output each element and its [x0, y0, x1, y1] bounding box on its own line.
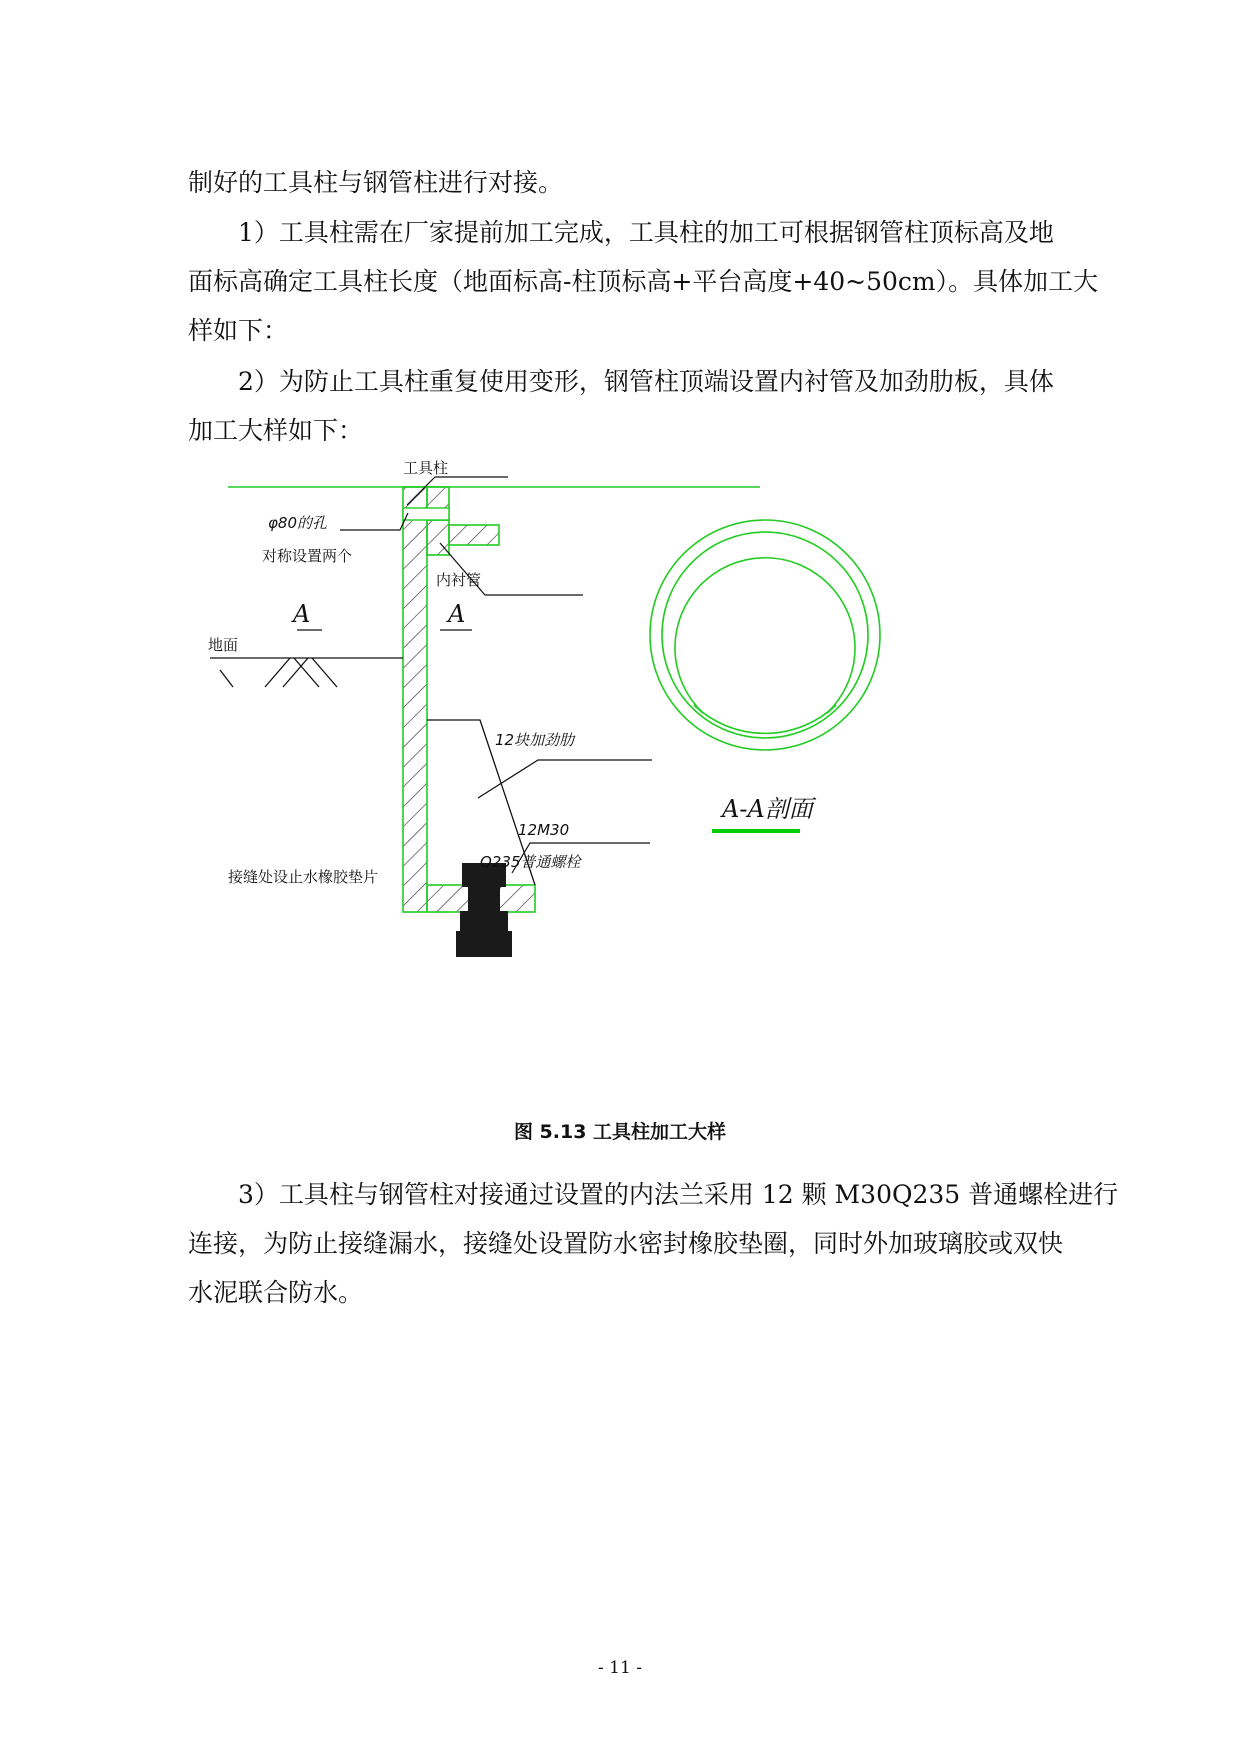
paragraph-3: [188, 1170, 1119, 1317]
paragraph-0: [188, 158, 1058, 207]
paragraph-2: [188, 357, 1058, 455]
figure-caption: 图 5.13 工具柱加工大样: [513, 1121, 727, 1143]
bolt-nut: [456, 931, 512, 957]
paragraph-line: 制好的工具柱与钢管柱进行对接。: [188, 168, 564, 197]
paragraph-line: 连接，为防止接缝漏水，接缝处设置防水密封橡胶垫圈，同时外加玻璃胶或双快: [188, 1229, 1064, 1258]
bolt-shank-lower: [460, 911, 508, 931]
label-bolt-grade: Q235普通螺栓: [480, 853, 581, 871]
label-ground: 地面: [208, 636, 239, 654]
label-section-title: A-A剖面: [722, 795, 813, 823]
label-hole-note: 对称设置两个: [262, 547, 353, 565]
hole-band: [403, 508, 449, 520]
section-middle-circle: [662, 532, 868, 738]
paragraph-line: 1）工具柱需在厂家提前加工完成，工具柱的加工可根据钢管柱顶标高及地: [238, 218, 1054, 247]
section-inner-arc: [675, 558, 855, 713]
tool-column-detail-figure: [200, 459, 1020, 1095]
label-section-right: A: [448, 600, 466, 628]
top-stiffener: [449, 525, 499, 545]
page-number: - 11 -: [598, 1658, 642, 1678]
paragraph-line: 样如下：: [188, 316, 289, 345]
label-ribs: 12块加劲肋: [495, 731, 575, 749]
detail-drawing: [200, 459, 1020, 1095]
paragraph-1: [188, 208, 1099, 355]
section-notch-arc: [694, 705, 836, 733]
section-outer-circle: [650, 520, 880, 750]
column-wall: [403, 487, 427, 912]
bolt-shank: [468, 887, 500, 911]
paragraph-line: 水泥联合防水。: [188, 1278, 364, 1307]
paragraph-line: 面标高确定工具柱长度（地面标高-柱顶标高+平台高度+40~50cm）。具体加工大: [188, 267, 1099, 296]
label-section-left: A: [293, 600, 311, 628]
paragraph-line: 3）工具柱与钢管柱对接通过设置的内法兰采用 12 颗 M30Q235 普通螺栓进行: [238, 1180, 1119, 1209]
label-joint-note: 接缝处设止水橡胶垫片: [228, 868, 379, 886]
ground-hatch: [220, 670, 233, 687]
label-bolt-spec: 12M30: [518, 821, 570, 839]
label-hole: φ80的孔: [268, 514, 327, 532]
leader-hole: [340, 513, 408, 530]
label-inner-tube: 内衬管: [436, 571, 482, 589]
paragraph-line: 加工大样如下：: [188, 416, 364, 445]
label-tool-column: 工具柱: [403, 459, 449, 477]
paragraph-line: 2）为防止工具柱重复使用变形，钢管柱顶端设置内衬管及加劲肋板，具体: [238, 367, 1054, 396]
